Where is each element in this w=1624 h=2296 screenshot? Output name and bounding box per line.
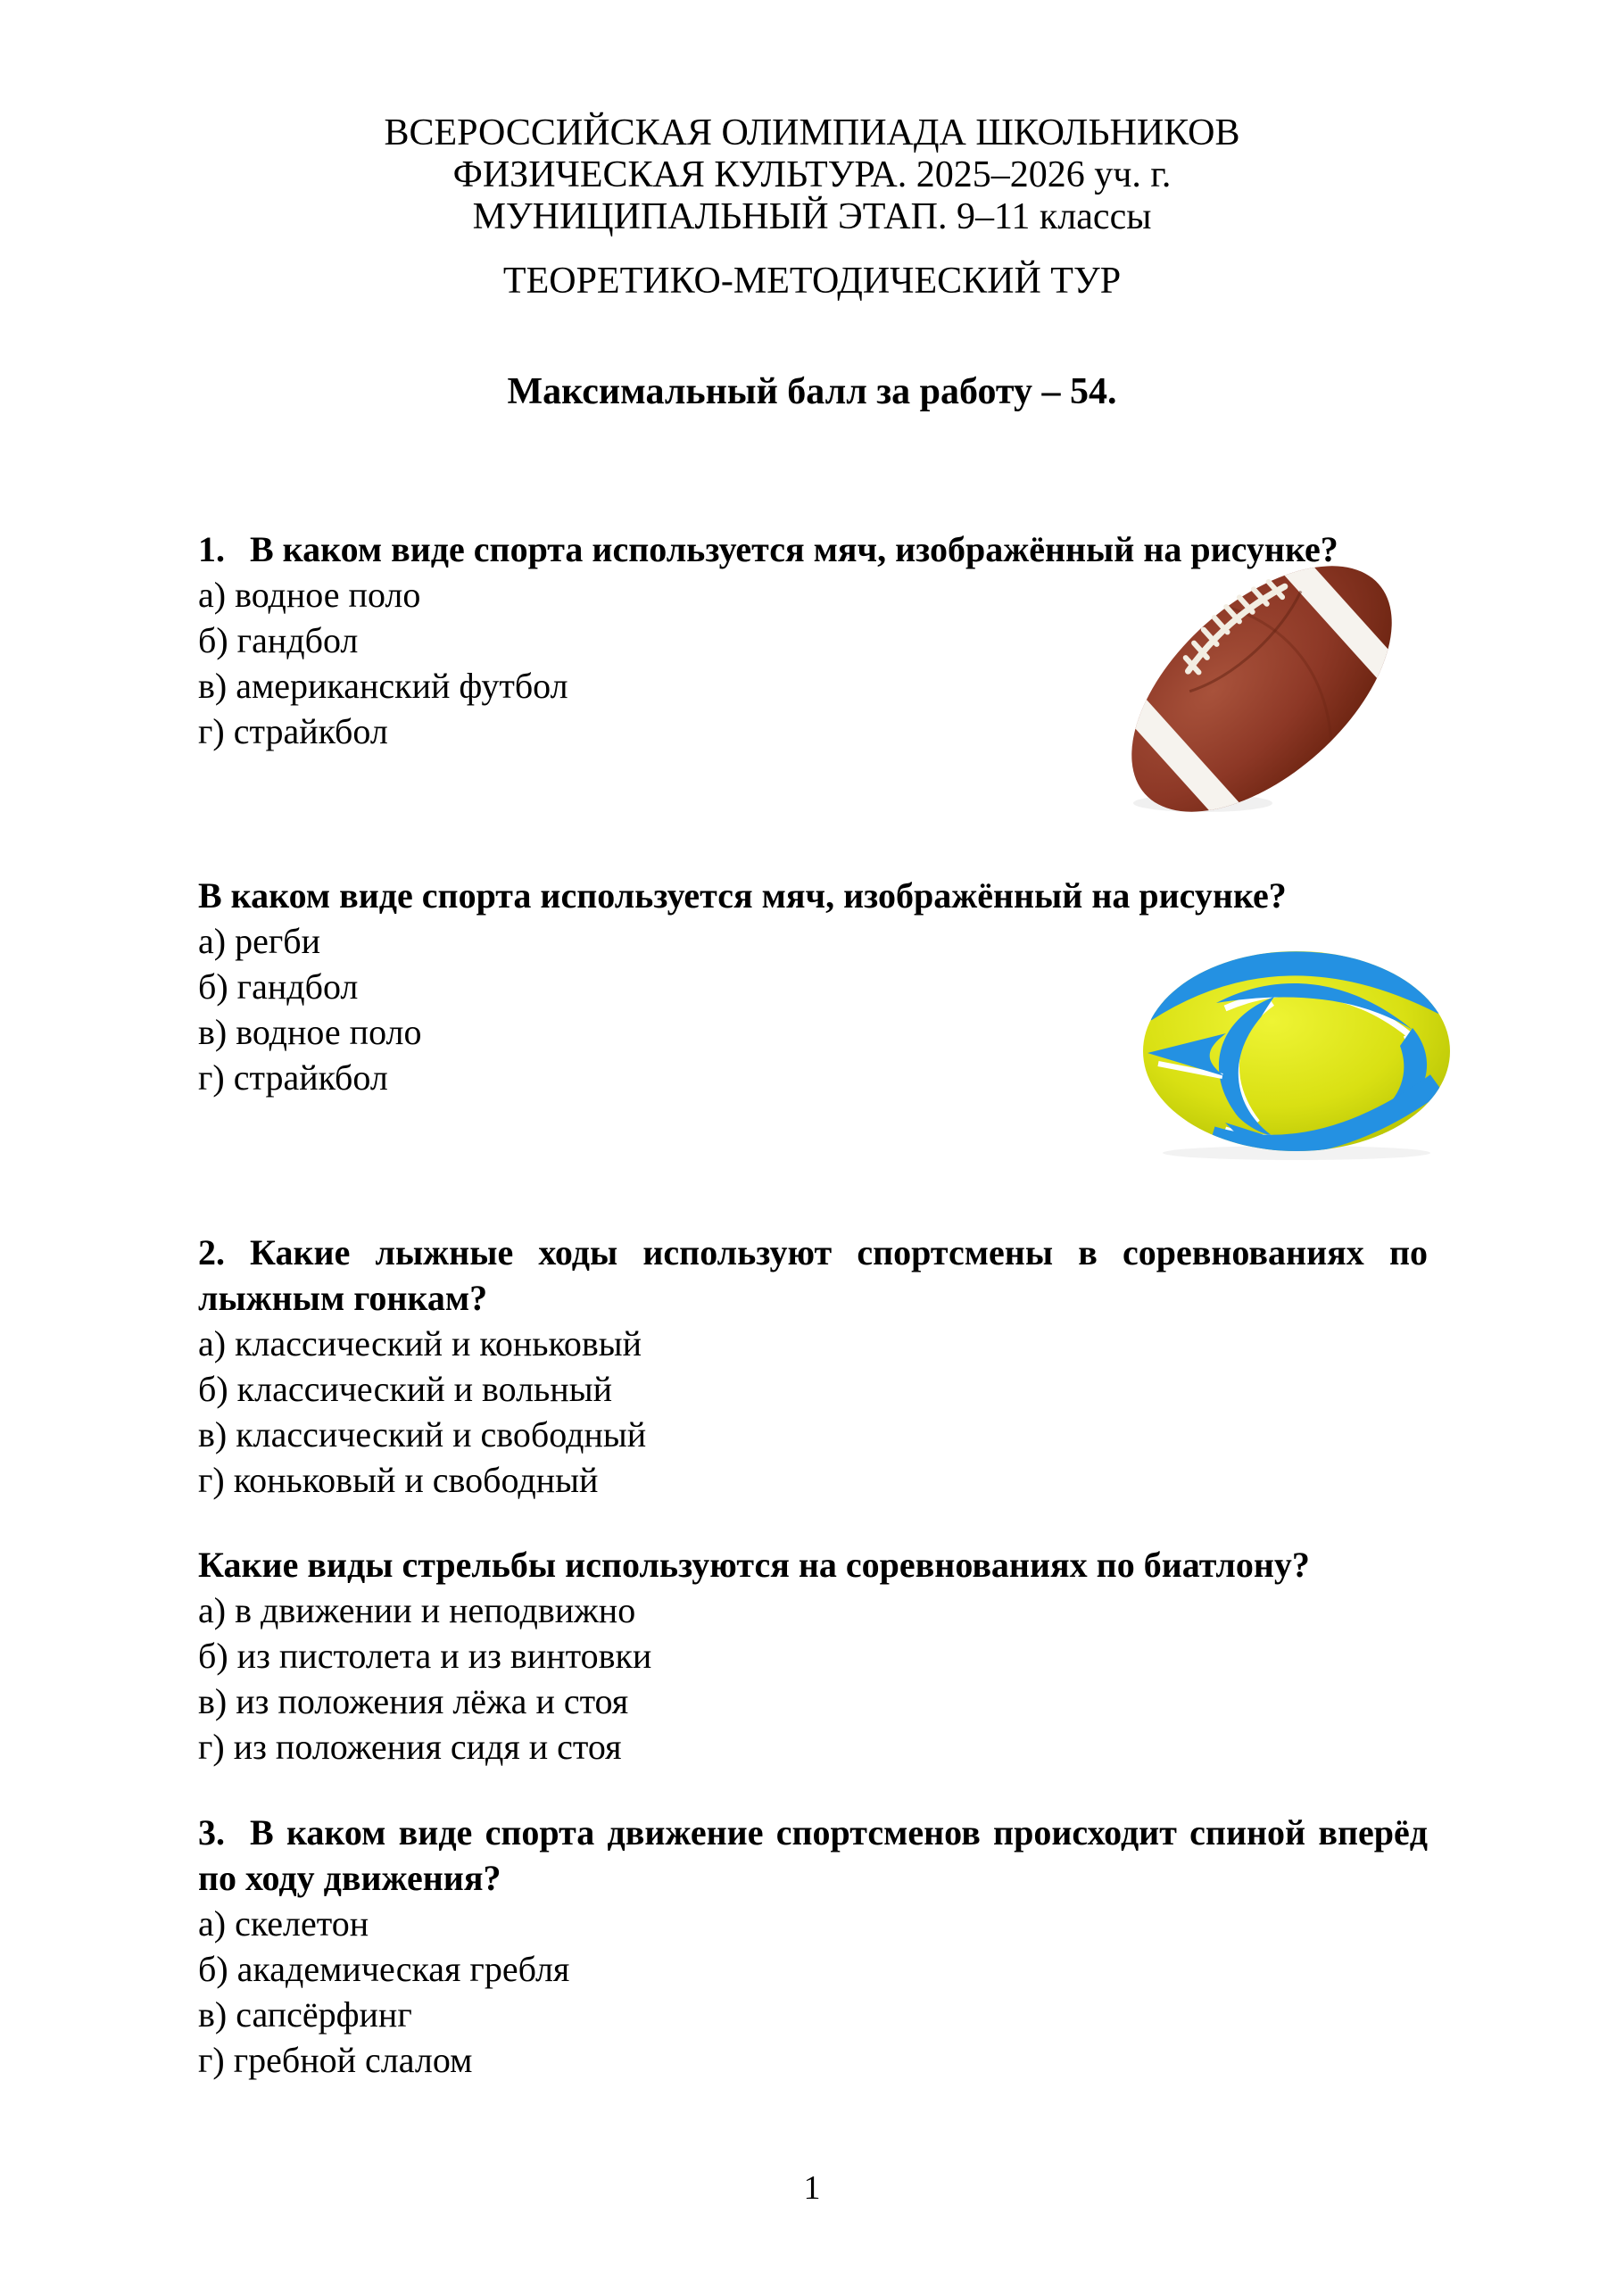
question-2-option-a: а) классический и коньковый xyxy=(198,1323,642,1364)
question-3-line1: В каком виде спорта движение спортсменов происходит спиной вперёд xyxy=(250,1812,1428,1853)
question-biathlon-text: Какие виды стрельбы используются на соревнованиях по биатлону? xyxy=(198,1545,1310,1585)
question-biathlon-option-b: б) из пистолета и из винтовки xyxy=(198,1636,652,1676)
question-rugby-option-v: в) водное поло xyxy=(198,1012,422,1052)
title-line-2: ФИЗИЧЕСКАЯ КУЛЬТУРА. 2025–2026 уч. г. xyxy=(452,154,1172,195)
question-2 xyxy=(198,1230,1428,1503)
page-number: 1 xyxy=(803,2169,821,2207)
question-2-text xyxy=(198,1230,1428,1275)
football-ball-group xyxy=(1131,566,1392,816)
question-rugby-option-b: б) гандбол xyxy=(198,966,359,1007)
question-3-option-g: г) гребной слалом xyxy=(198,2040,473,2080)
question-1-option-a: а) водное поло xyxy=(198,575,421,615)
question-2-option-g: г) коньковый и свободный xyxy=(198,1460,599,1500)
question-2-option-v: в) классический и свободный xyxy=(198,1414,647,1455)
round-title: ТЕОРЕТИКО-МЕТОДИЧЕСКИЙ ТУР xyxy=(502,261,1122,302)
question-rugby-option-g: г) страйкбол xyxy=(198,1057,388,1098)
max-score-line: Максимальный балл за работу – 54. xyxy=(507,371,1117,412)
question-biathlon xyxy=(198,1542,1428,1770)
question-1-line1: В каком виде спорта используется мяч, изображённый на рисунке? xyxy=(250,529,1338,569)
question-3-number: 3. xyxy=(198,1812,225,1853)
question-1-option-b: б) гандбол xyxy=(198,620,359,660)
title-line-3: МУНИЦИПАЛЬНЫЙ ЭТАП. 9–11 классы xyxy=(472,196,1152,237)
question-biathlon-option-g: г) из положения сидя и стоя xyxy=(198,1727,622,1767)
question-2-option-b: б) классический и вольный xyxy=(198,1369,612,1409)
question-1-option-v: в) американский футбол xyxy=(198,666,568,706)
question-3-line2: по ходу движения? xyxy=(198,1858,501,1898)
question-3-option-v: в) сапсёрфинг xyxy=(198,1994,412,2035)
document-header xyxy=(0,112,1624,238)
question-3-option-b: б) академическая гребля xyxy=(198,1949,570,1989)
question-1-number: 1. xyxy=(198,529,225,569)
question-rugby-option-a: а) регби xyxy=(198,921,320,961)
question-3 xyxy=(198,1810,1428,2083)
question-rugby-text: В каком виде спорта используется мяч, изображённый на рисунке? xyxy=(198,875,1287,916)
title-line-1: ВСЕРОССИЙСКАЯ ОЛИМПИАДА ШКОЛЬНИКОВ xyxy=(384,112,1240,153)
rugby-ball-image xyxy=(1140,948,1453,1162)
question-3-text xyxy=(198,1810,1428,1855)
question-1-option-g: г) страйкбол xyxy=(198,711,388,751)
question-3-option-a: а) скелетон xyxy=(198,1903,369,1944)
question-biathlon-option-v: в) из положения лёжа и стоя xyxy=(198,1681,629,1721)
question-2-number: 2. xyxy=(198,1232,225,1272)
question-2-line1: Какие лыжные ходы используют спортсмены в соревнованиях по xyxy=(250,1232,1428,1272)
american-football-image xyxy=(1131,566,1392,816)
question-biathlon-option-a: а) в движении и неподвижно xyxy=(198,1590,636,1630)
question-2-line2: лыжным гонкам? xyxy=(198,1278,488,1318)
